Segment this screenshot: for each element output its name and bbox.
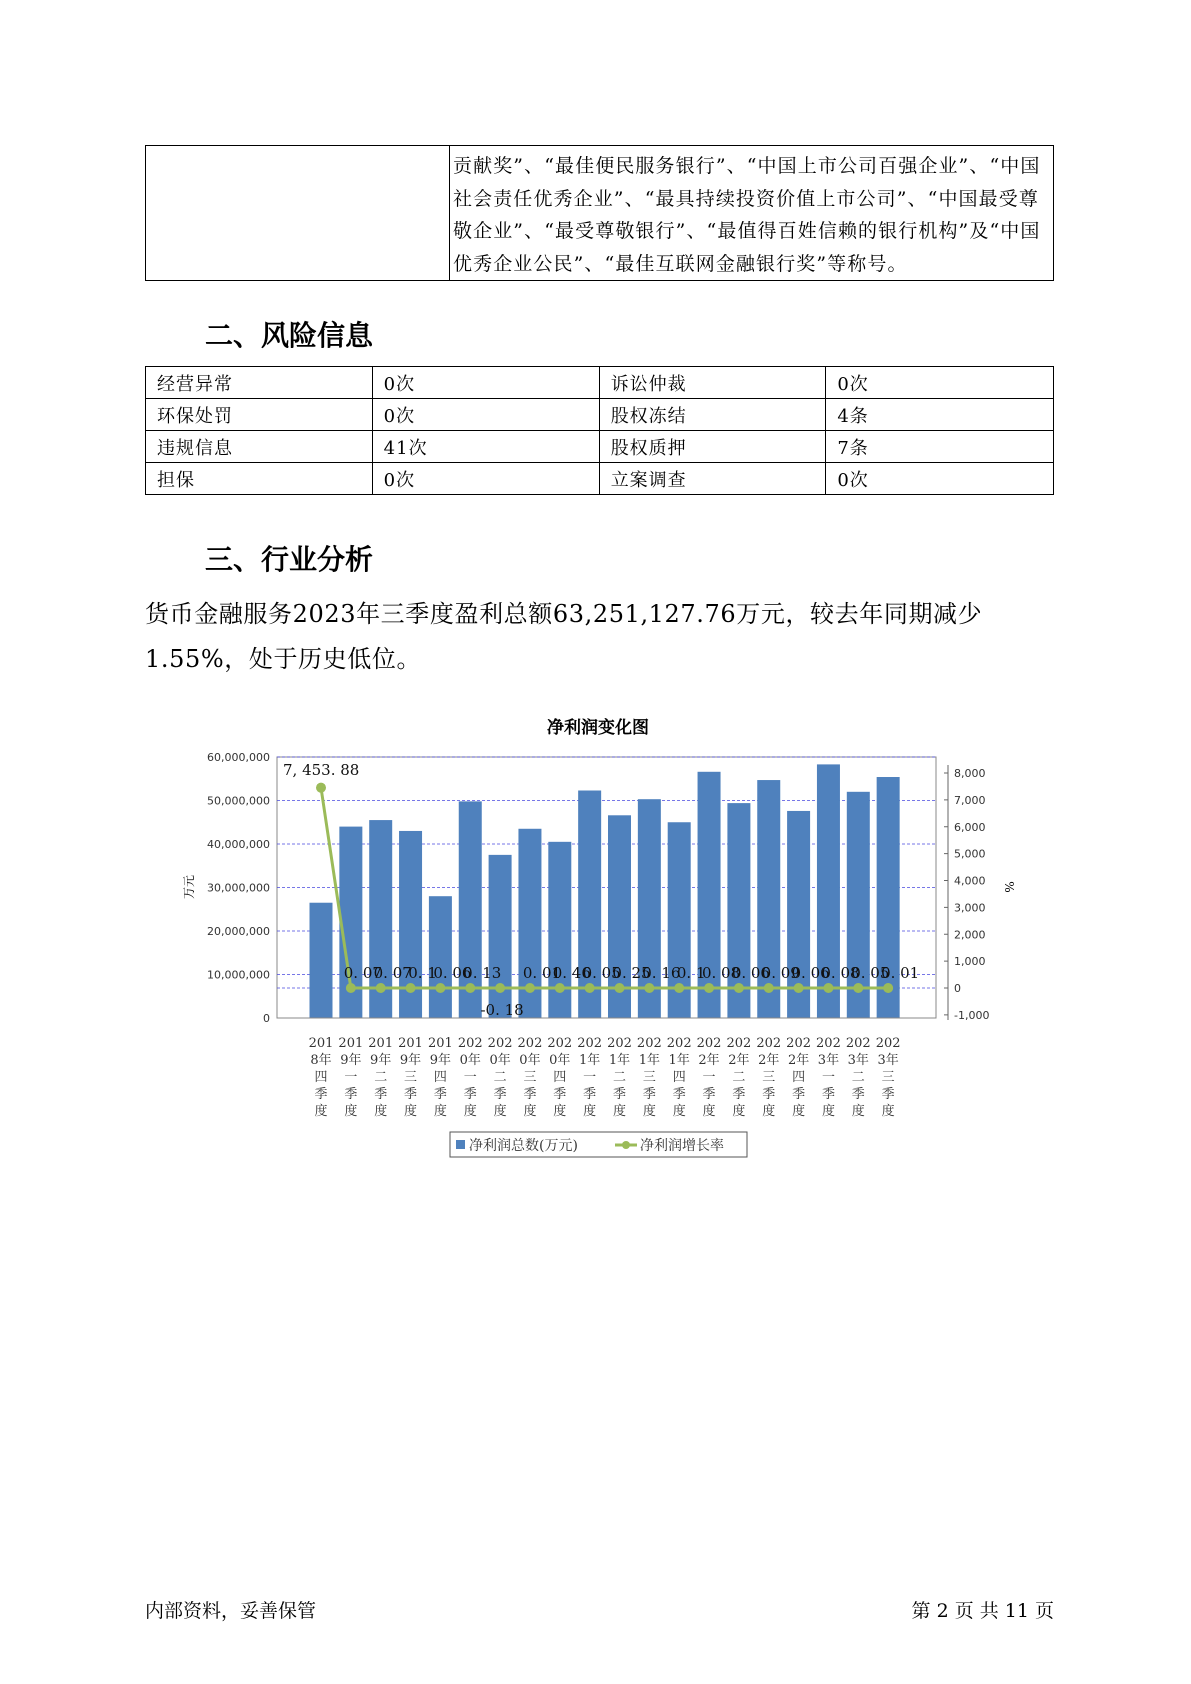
growth-rate-point xyxy=(764,983,774,993)
section-heading-industry: 三、行业分析 xyxy=(205,543,374,576)
y2-tick-label: 2,000 xyxy=(954,928,986,942)
y-tick-label: 30,000,000 xyxy=(207,881,270,895)
bar xyxy=(489,855,512,1018)
y2-tick-label: 6,000 xyxy=(954,820,986,834)
growth-rate-point xyxy=(674,983,684,993)
legend-line-marker xyxy=(622,1141,630,1149)
growth-rate-point xyxy=(734,983,744,993)
risk-label: 经营异常 xyxy=(146,367,373,399)
x-tick-label: 202 3年一季度 xyxy=(816,1036,841,1119)
bar xyxy=(757,780,780,1018)
legend-line-label: 净利润增长率 xyxy=(640,1138,724,1154)
y2-tick-label: 1,000 xyxy=(954,955,986,969)
x-tick-label: 202 1年二季度 xyxy=(607,1036,632,1119)
growth-rate-point xyxy=(406,983,416,993)
y-tick-label: 20,000,000 xyxy=(207,925,270,938)
risk-value: 0次 xyxy=(372,367,599,399)
growth-rate-data-label: 0. 01 xyxy=(881,964,920,982)
growth-rate-data-label: 0. 46 xyxy=(552,964,591,982)
y2-axis-label: % xyxy=(1002,881,1016,893)
x-tick-label: 202 1年四季度 xyxy=(666,1036,692,1119)
risk-label: 担保 xyxy=(146,463,373,495)
growth-rate-data-label: 0. 09 xyxy=(761,964,800,982)
growth-rate-data-label: 7, 453. 88 xyxy=(283,761,360,779)
growth-rate-point xyxy=(615,983,625,993)
page-number: 第 2 页 共 11 页 xyxy=(911,1600,1054,1622)
bar xyxy=(310,903,333,1018)
risk-value: 41次 xyxy=(372,431,599,463)
x-tick-label: 202 2年二季度 xyxy=(726,1036,752,1119)
x-tick-label: 202 0年三季度 xyxy=(517,1036,543,1119)
legend-bar-swatch xyxy=(456,1140,465,1149)
growth-rate-point xyxy=(853,983,863,993)
x-tick-label: 202 2年一季度 xyxy=(696,1036,722,1119)
growth-rate-point xyxy=(346,983,356,993)
bar xyxy=(429,896,452,1018)
y2-tick-label: 7,000 xyxy=(954,793,986,807)
growth-rate-data-label: -0. 18 xyxy=(480,1001,524,1019)
y-tick-label: 10,000,000 xyxy=(207,968,270,982)
x-tick-label: 202 0年四季度 xyxy=(547,1036,573,1119)
risk-value: 7条 xyxy=(826,431,1054,463)
growth-rate-point xyxy=(465,983,475,993)
y2-tick-label: 4,000 xyxy=(954,874,986,888)
x-tick-label: 201 9年四季度 xyxy=(427,1036,453,1119)
growth-rate-point xyxy=(555,983,565,993)
industry-analysis-text: 货币金融服务2023年三季度盈利总额63,251,127.76万元，较去年同期减少1.55%，处于历史低位。 xyxy=(145,600,983,673)
x-tick-label: 202 3年三季度 xyxy=(875,1036,901,1119)
growth-rate-data-label: 0. 06 xyxy=(433,964,472,982)
growth-rate-point xyxy=(704,983,714,993)
y-tick-label: 60,000,000 xyxy=(207,751,270,764)
x-tick-label: 202 0年二季度 xyxy=(487,1036,513,1119)
growth-rate-data-label: 0. 01 xyxy=(522,964,562,982)
growth-rate-data-label: 0. 07 xyxy=(343,964,382,982)
chart-title: 净利润变化图 xyxy=(547,718,649,738)
growth-rate-data-label: 0. 05 xyxy=(851,964,890,982)
honors-text: 贡献奖”、“最佳便民服务银行”、“中国上市公司百强企业”、“中国社会责任优秀企业”、“最具持续投资价值上市公司”、“中国最受尊敬企业”、“最受尊敬银行”、“最值得百姓信赖的银行机构”及“中国优秀企业公民”、“最佳互联网金融银行奖”等称号。 xyxy=(453,155,1041,275)
x-tick-label: 202 2年三季度 xyxy=(756,1036,782,1119)
x-tick-label: 202 1年三季度 xyxy=(636,1036,662,1119)
risk-label: 立案调查 xyxy=(599,463,826,495)
risk-label: 环保处罚 xyxy=(146,399,373,431)
section-heading-risk: 二、风险信息 xyxy=(205,319,374,352)
y-axis-label: 万元 xyxy=(182,874,196,900)
y2-tick-label: 3,000 xyxy=(954,901,986,915)
growth-rate-point xyxy=(644,983,654,993)
y2-tick-label: 8,000 xyxy=(954,767,986,780)
risk-value: 0次 xyxy=(826,367,1054,399)
risk-value: 0次 xyxy=(372,463,599,495)
y-tick-label: 50,000,000 xyxy=(207,794,270,808)
y2-tick-label: -1,000 xyxy=(954,1008,990,1022)
growth-rate-data-label: 0. 16 xyxy=(642,964,681,982)
growth-rate-point xyxy=(435,983,445,993)
growth-rate-data-label: 0. 08 xyxy=(821,964,860,982)
growth-rate-point xyxy=(495,983,505,993)
growth-rate-data-label: 0. 05 xyxy=(582,964,621,982)
risk-label: 股权质押 xyxy=(599,431,826,463)
x-tick-label: 201 8年四季度 xyxy=(308,1036,334,1119)
risk-label: 违规信息 xyxy=(146,431,373,463)
x-tick-label: 202 3年二季度 xyxy=(845,1036,871,1119)
growth-rate-data-label: 0. 1 xyxy=(408,964,437,982)
x-tick-label: 202 0年一季度 xyxy=(457,1036,483,1119)
growth-rate-data-label: 0. 25 xyxy=(612,964,651,982)
growth-rate-point xyxy=(883,983,893,993)
growth-rate-data-label: 0. 06 xyxy=(731,964,770,982)
growth-rate-data-label: 0. 08 xyxy=(701,964,741,982)
risk-value: 4条 xyxy=(826,399,1054,431)
growth-rate-point xyxy=(376,983,386,993)
y-tick-label: 40,000,000 xyxy=(207,838,270,851)
x-tick-label: 201 9年一季度 xyxy=(338,1036,364,1119)
growth-rate-data-label: 0. 06 xyxy=(791,964,830,982)
growth-rate-point xyxy=(823,983,833,993)
growth-rate-data-label: 0. 1 xyxy=(676,964,706,982)
y2-tick-label: 5,000 xyxy=(954,847,986,861)
risk-label: 股权冻结 xyxy=(599,399,826,431)
x-tick-label: 201 9年三季度 xyxy=(398,1036,423,1119)
y2-tick-label: 0 xyxy=(954,982,961,995)
growth-rate-data-label: 0. 13 xyxy=(463,964,502,982)
x-tick-label: 201 9年二季度 xyxy=(368,1036,394,1119)
y-tick-label: 0 xyxy=(263,1012,270,1025)
growth-rate-point xyxy=(585,983,595,993)
risk-value: 0次 xyxy=(372,399,599,431)
growth-rate-point xyxy=(794,983,804,993)
risk-label: 诉讼仲裁 xyxy=(599,367,826,399)
growth-rate-point xyxy=(316,783,326,793)
growth-rate-point xyxy=(525,983,535,993)
x-tick-label: 202 1年一季度 xyxy=(577,1036,603,1119)
legend-bar-label: 净利润总数(万元) xyxy=(469,1138,578,1154)
growth-rate-data-label: 0. 07 xyxy=(373,964,412,982)
risk-value: 0次 xyxy=(826,463,1054,495)
x-tick-label: 202 2年四季度 xyxy=(786,1036,812,1119)
footer-note: 内部资料，妥善保管 xyxy=(145,1600,317,1622)
